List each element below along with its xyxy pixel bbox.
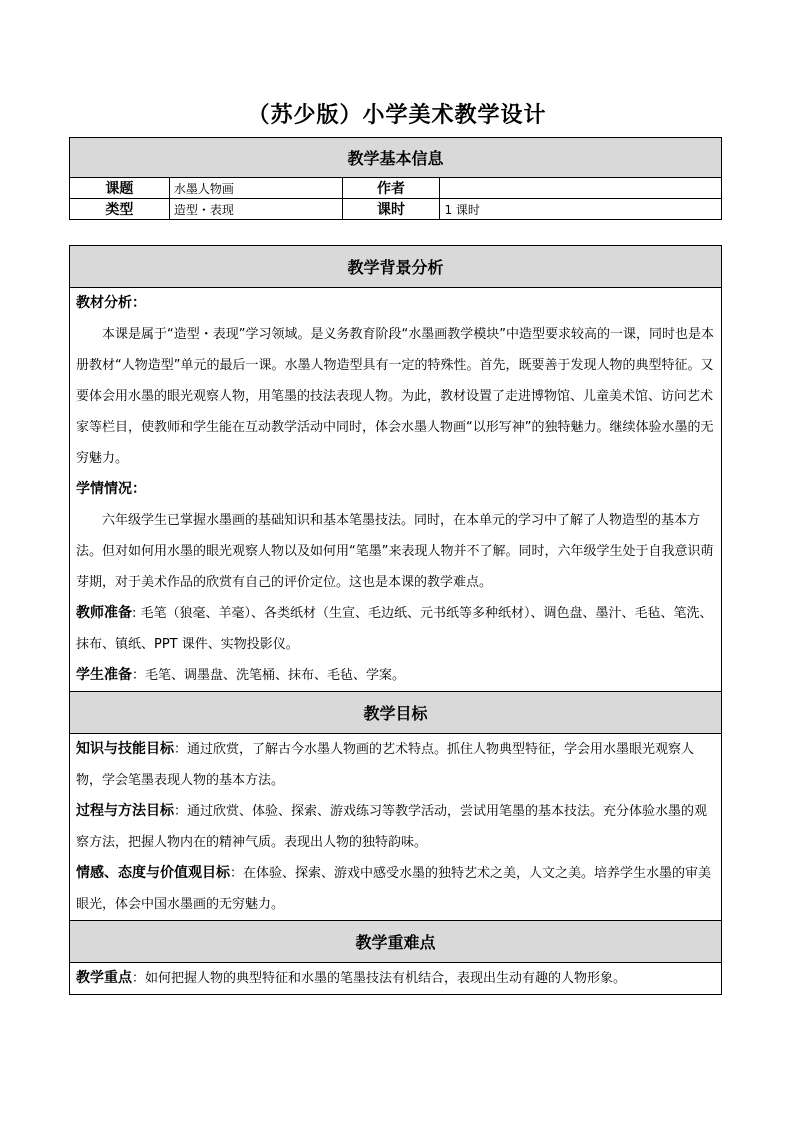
basic-info-table	[69, 137, 722, 220]
teaching-focus-label: 教学重点	[76, 970, 132, 986]
author-label: 作者	[342, 178, 440, 199]
lesson-design-table	[69, 245, 722, 995]
type-value: 造型・表现	[169, 199, 342, 220]
knowledge-goal-text: ：通过欣赏，了解古今水墨人物画的艺术特点。抓住人物典型特征，学会用水墨眼光观察人物，学会笔墨表现人物的基本方法。	[76, 742, 695, 788]
teacher-prep-text: : 毛笔（狼毫、羊毫）、各类纸材（生宣、毛边纸、元书纸等多种纸材）、调色盘、墨汁、毛毡、笔洗、抹布、镇纸、PPT 课件、实物投影仪。	[76, 606, 713, 652]
emotion-goal-text: ：在体验、探索、游戏中感受水墨的独特艺术之美，人文之美。培养学生水墨的审美眼光，体会中国水墨画的无穷魅力。	[76, 866, 712, 912]
knowledge-goal-label: 知识与技能目标	[76, 741, 174, 757]
student-situation-text: 六年级学生已掌握水墨画的基础知识和基本笔墨技法。同时，在本单元的学习中了解了人物造型的基本方法。但对如何用水墨的眼光观察人物以及如何用“笔墨”来表现人物并不了解。同时，六年级学生处于自我意识萌芽期，对于美术作品的欣赏有自己的评价定位。这也是本课的教学难点。	[76, 513, 714, 590]
basic-info-header: 教学基本信息	[70, 138, 722, 178]
type-label: 类型	[70, 199, 170, 220]
lesson-value: 水墨人物画	[169, 178, 342, 199]
goals-header: 教学目标	[70, 692, 722, 734]
author-value	[440, 178, 722, 199]
hours-label: 课时	[342, 199, 440, 220]
lesson-label: 课题	[70, 178, 170, 199]
material-analysis-text: 本课是属于“造型・表现”学习领域。是义务教育阶段“水墨画教学模块”中造型要求较高的一课，同时也是本册教材“人物造型”单元的最后一课。水墨人物造型具有一定的特殊性。首先，既要善于发现人物的典型特征。又要体会用水墨的眼光观察人物，用笔墨的技法表现人物。为此，教材设置了走进博物馆、儿童美术馆、访问艺术家等栏目，使教师和学生能在互动教学活动中同时，体会水墨人物画“以形写神”的独特魅力。继续体验水墨的无穷魅力。	[76, 327, 714, 466]
teacher-prep-label: 教师准备	[76, 605, 132, 621]
process-goal-text: ：通过欣赏、体验、探索、游戏练习等教学活动，尝试用笔墨的基本技法。充分体验水墨的观察方法，把握人物内在的精神气质。表现出人物的独特韵味。	[76, 804, 708, 850]
material-analysis-title: 教材分析：	[76, 295, 146, 311]
student-situation-title: 学情情况：	[76, 481, 146, 497]
background-content	[70, 288, 722, 692]
hours-value: 1 课时	[440, 199, 722, 220]
goals-content	[70, 734, 722, 921]
emotion-goal-label: 情感、态度与价值观目标	[76, 865, 230, 881]
teaching-focus-text: ：如何把握人物的典型特征和水墨的笔墨技法有机结合，表现出生动有趣的人物形象。	[132, 971, 627, 986]
key-points-content	[70, 963, 722, 995]
student-prep-text: ：毛笔、调墨盘、洗笔桶、抹布、毛毡、学案。	[132, 668, 406, 683]
key-points-header: 教学重难点	[70, 921, 722, 963]
student-prep-label: 学生准备	[76, 667, 132, 683]
process-goal-label: 过程与方法目标	[76, 803, 174, 819]
document-title: （苏少版）小学美术教学设计	[247, 103, 547, 128]
background-header: 教学背景分析	[70, 246, 722, 288]
